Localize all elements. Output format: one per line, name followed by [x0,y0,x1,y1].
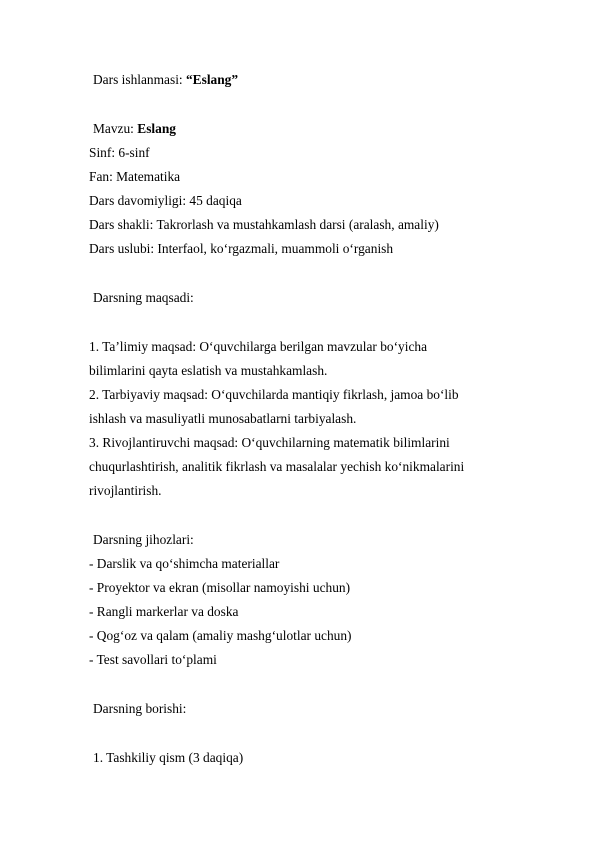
equipment-item: - Darslik va qo‘shimcha materiallar [89,556,280,571]
equipment-item: - Qog‘oz va qalam (amaliy mashg‘ulotlar uchun) [89,628,352,643]
goal-line: chuqurlashtirish, analitik fikrlash va masalalar yechish ko‘nikmalarini [89,459,465,474]
lesson-title-value: “Eslang” [185,72,239,87]
goal-line: 3. Rivojlantiruvchi maqsad: O‘quvchilarning matematik bilimlarini [89,435,450,450]
lesson-topic-value: Eslang [137,121,176,136]
progress-heading: Darsning borishi: [93,701,187,716]
goal-line: ishlash va masuliyatli munosabatlarni tarbiyalash. [89,411,357,426]
duration-line: Dars davomiyligi: 45 daqiqa [89,193,242,208]
lesson-title [93,72,238,88]
goal-line: 2. Tarbiyaviy maqsad: O‘quvchilarda mantiqiy fikrlash, jamoa bo‘lib [89,387,459,402]
goals-heading: Darsning maqsadi: [93,290,194,305]
form-line: Dars shakli: Takrorlash va mustahkamlash darsi (aralash, amaliy) [89,217,439,232]
equipment-item: - Test savollari to‘plami [89,652,217,667]
progress-step-1: 1. Tashkiliy qism (3 daqiqa) [93,750,244,765]
equipment-heading: Darsning jihozlari: [93,532,194,547]
grade-line: Sinf: 6-sinf [89,145,150,160]
lesson-topic [93,121,176,137]
method-line: Dars uslubi: Interfaol, ko‘rgazmali, muammoli o‘rganish [89,241,394,256]
equipment-item: - Proyektor va ekran (misollar namoyishi uchun) [89,580,351,595]
equipment-item: - Rangli markerlar va doska [89,604,239,619]
subject-line: Fan: Matematika [89,169,181,184]
lesson-topic-label: Mavzu: [93,121,138,136]
goal-line: 1. Ta’limiy maqsad: O‘quvchilarga berilgan mavzular bo‘yicha [89,339,428,354]
lesson-title-label: Dars ishlanmasi: [93,72,186,87]
goal-line: rivojlantirish. [89,483,162,498]
goal-line: bilimlarini qayta eslatish va mustahkamlash. [89,363,328,378]
